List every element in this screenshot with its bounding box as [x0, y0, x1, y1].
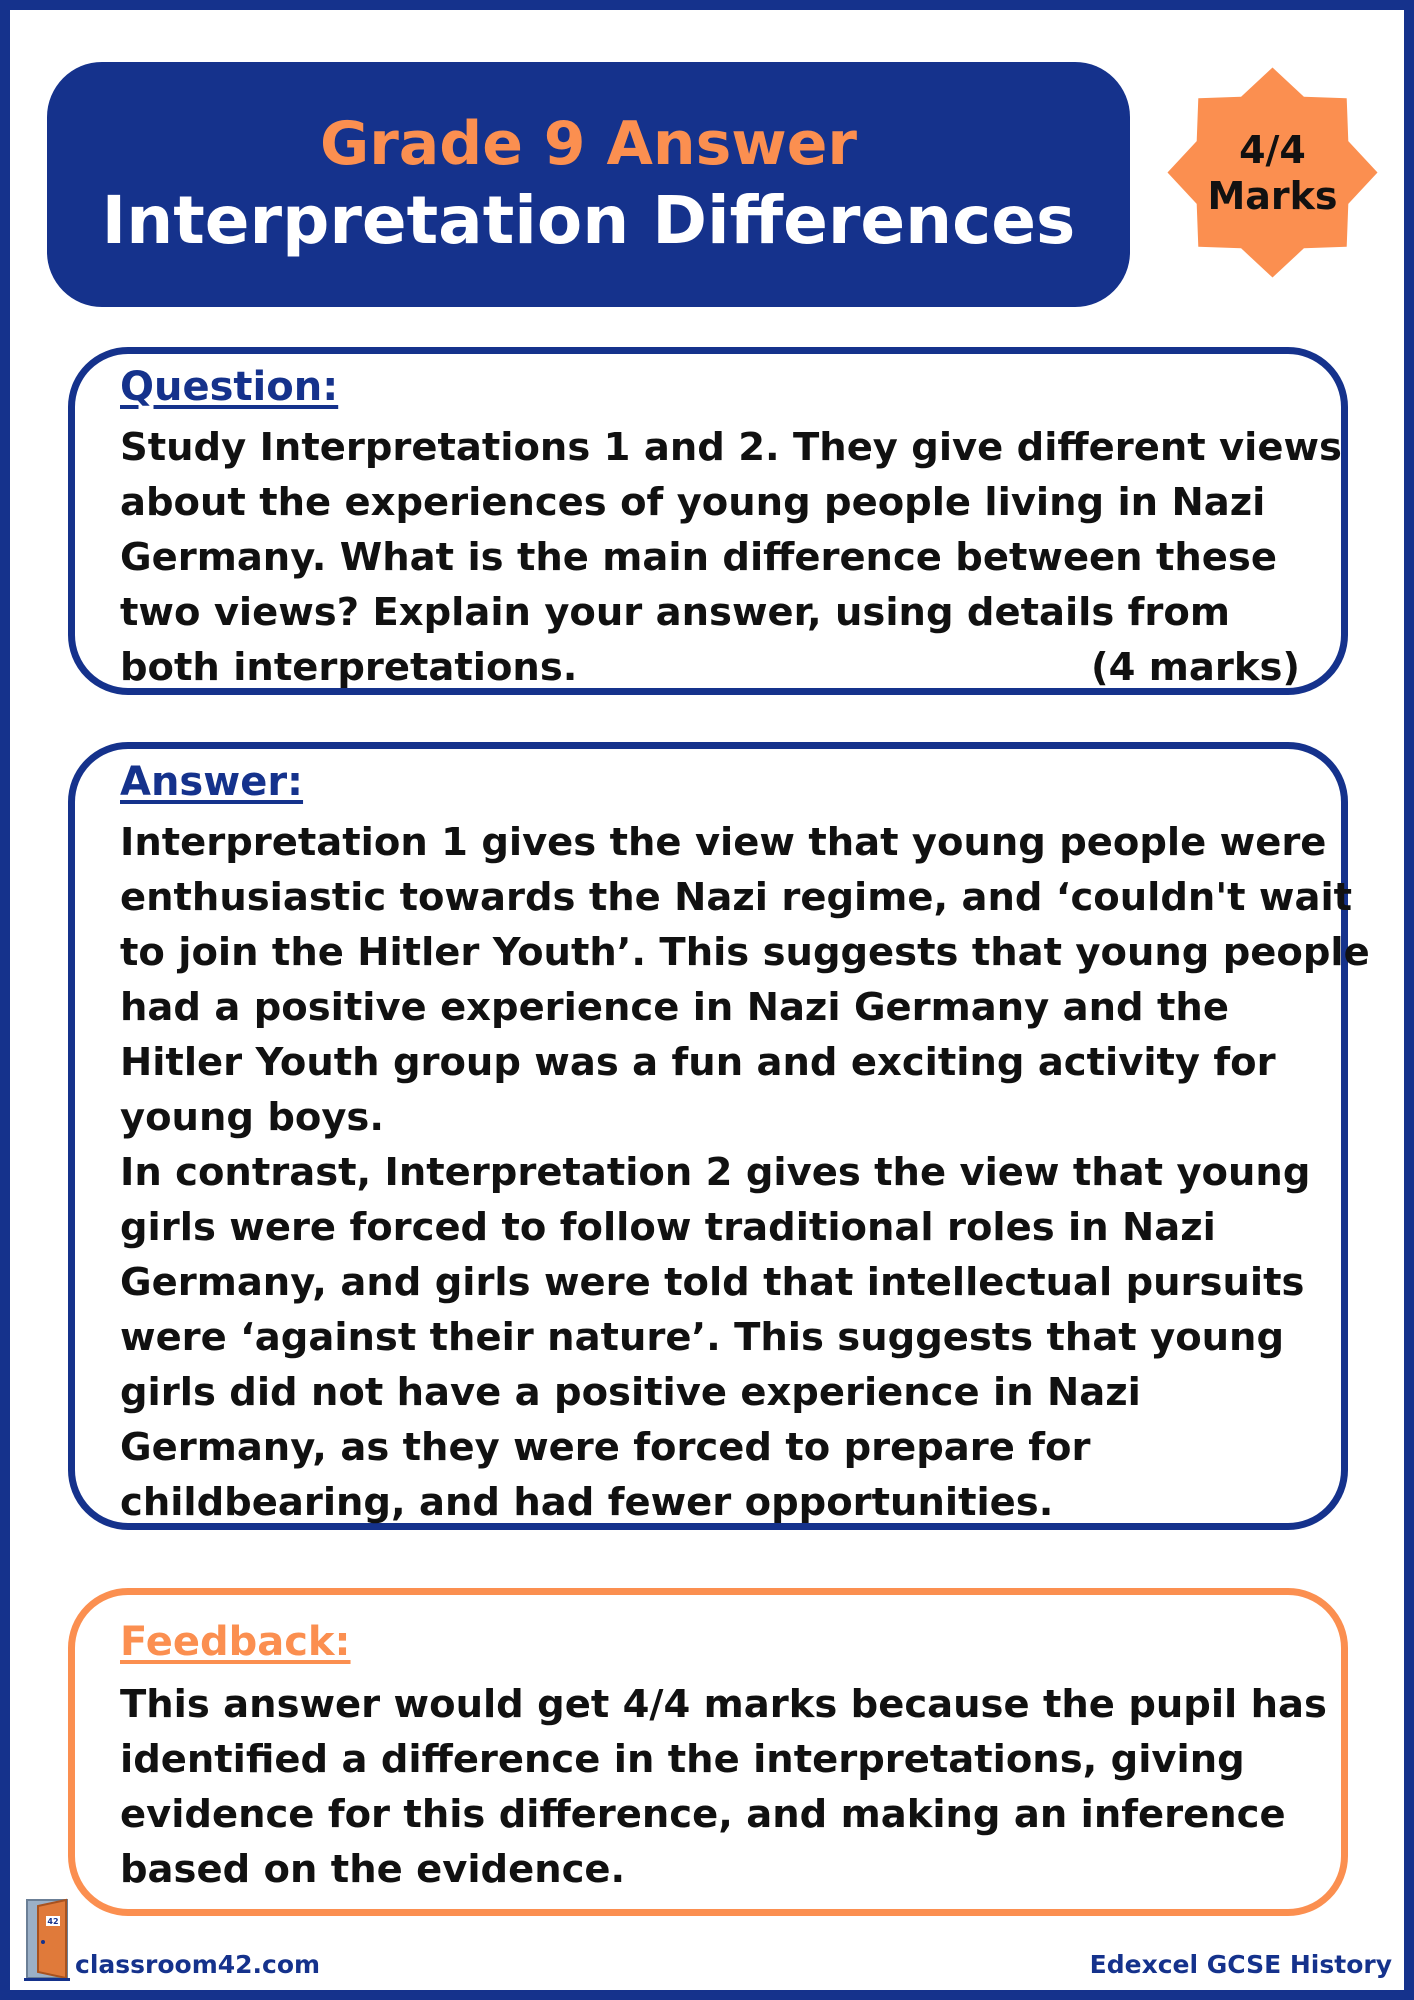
- answer-line: had a positive experience in Nazi Germany and the: [120, 985, 1229, 1030]
- feedback-line: based on the evidence.: [120, 1847, 626, 1892]
- answer-card: [68, 742, 1370, 1530]
- answer-line: Germany, and girls were told that intellectual pursuits: [120, 1260, 1305, 1305]
- answer-line: young boys.: [120, 1095, 384, 1140]
- question-line: both interpretations.: [120, 645, 578, 690]
- feedback-text: [120, 1677, 1327, 1897]
- site-link[interactable]: classroom42.com: [75, 1950, 321, 1979]
- badge-score: 4/4: [1239, 127, 1306, 172]
- answer-line: to join the Hitler Youth’. This suggests that young people: [120, 930, 1370, 975]
- question-line: Germany. What is the main difference between these: [120, 535, 1277, 580]
- title-banner: [47, 62, 1130, 307]
- question-line: Study Interpretations 1 and 2. They give different views: [120, 425, 1342, 470]
- question-marks: (4 marks): [1091, 645, 1300, 690]
- course-label: Edexcel GCSE History: [1089, 1950, 1392, 1979]
- feedback-line: evidence for this difference, and making an inference: [120, 1792, 1286, 1837]
- answer-line: Germany, as they were forced to prepare for: [120, 1425, 1091, 1470]
- question-label: Question:: [120, 364, 339, 410]
- answer-line: were ‘against their nature’. This suggests that young: [120, 1315, 1285, 1360]
- question-line: two views? Explain your answer, using details from: [120, 590, 1230, 635]
- question-last-line: [120, 640, 1320, 695]
- answer-line: In contrast, Interpretation 2 gives the view that young: [120, 1150, 1311, 1195]
- feedback-line: This answer would get 4/4 marks because the pupil has: [120, 1682, 1327, 1727]
- answer-line: girls were forced to follow traditional roles in Nazi: [120, 1205, 1216, 1250]
- question-text: [120, 420, 1342, 695]
- answer-line: Interpretation 1 gives the view that young people were: [120, 820, 1327, 865]
- feedback-label: Feedback:: [120, 1619, 351, 1665]
- classroom42-logo-icon: [24, 1898, 70, 1982]
- question-line: about the experiences of young people living in Nazi: [120, 480, 1266, 525]
- badge-marks-label: Marks: [1207, 173, 1338, 218]
- logo-number: 42: [47, 1917, 59, 1926]
- question-card: [68, 347, 1348, 695]
- grade-heading: Grade 9 Answer: [319, 108, 858, 179]
- answer-line: childbearing, and had fewer opportunities.: [120, 1480, 1054, 1525]
- answer-line: girls did not have a positive experience in Nazi: [120, 1370, 1141, 1415]
- page-title: Interpretation Differences: [101, 181, 1076, 259]
- answer-label: Answer:: [120, 759, 304, 805]
- answer-text: [120, 815, 1370, 1530]
- feedback-card: [68, 1588, 1348, 1916]
- feedback-line: identified a difference in the interpretations, giving: [120, 1737, 1245, 1782]
- answer-line: enthusiastic towards the Nazi regime, and ‘couldn't wait: [120, 875, 1353, 920]
- answer-line: Hitler Youth group was a fun and exciting activity for: [120, 1040, 1276, 1085]
- marks-badge: [1165, 65, 1380, 280]
